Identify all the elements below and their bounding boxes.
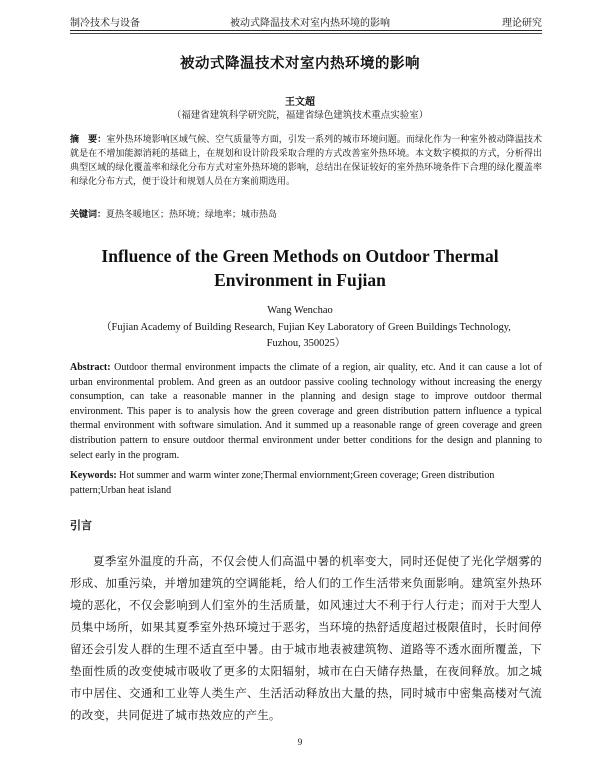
english-abstract — [70, 361, 542, 463]
header-journal-name: 制冷技术与设备 — [70, 18, 140, 29]
english-title-line2: Environment in Fujian — [214, 270, 386, 290]
english-keywords — [70, 468, 542, 498]
english-author: Wang Wenchao — [267, 305, 333, 316]
page-number: 9 — [297, 737, 303, 747]
chinese-abstract-text: 室外热环境影响区域气候、空气质量等方面，引发一系列的城市环境问题。而绿化作为一种室外被动降温技术就是在不增加能源消耗的基础上，在规划和设计阶段采取合理的方式改善室外热环境。本文数字模拟的方式，分析得出典型区域的绿化覆盖率和绿化分布方式对室外热环境的影响，总结出在保证较好的室外热环境条件下合理的绿化覆盖率和绿化分布方式，便于设计和规划人员在方案前期选用。 — [70, 135, 542, 187]
section-heading-introduction: 引言 — [70, 519, 92, 532]
header-article-title: 被动式降温技术对室内热环境的影响 — [230, 18, 390, 29]
english-keywords-label: Keywords: — [70, 470, 117, 481]
english-affiliation — [70, 320, 542, 352]
english-title — [0, 244, 600, 292]
chinese-keywords — [70, 208, 542, 222]
english-abstract-label: Abstract: — [70, 362, 111, 373]
header-rule-thin — [70, 33, 542, 34]
english-abstract-text: Outdoor thermal environment impacts the climate of a region, air quality, etc. And it can cause a lot of urban environmental problem. And green as an outdoor passive cooling technology without increasing the energy consumption, can take a reasonable manner in the planning and design stage to improve outdoor thermal environment. This paper is to analysis how the green coverage and green distribution pattern influence a typical thermal environment with software simulation. And it summed up a reasonable range of green coverage and green distribution pattern to ensure outdoor thermal environment under better conditions for the design and planning to select early in the program. — [70, 362, 542, 461]
chinese-affiliation: （福建省建筑科学研究院，福建省绿色建筑技术重点实验室） — [171, 110, 429, 121]
english-title-line1: Influence of the Green Methods on Outdoor Thermal — [101, 246, 499, 266]
english-affiliation-line2: Fuzhou, 350025） — [266, 338, 346, 349]
body-paragraph: 夏季室外温度的升高，不仅会使人们高温中暑的机率变大，同时还促使了光化学烟雾的形成、加重污染，并增加建筑的空调能耗，给人们的工作生活带来负面影响。建筑室外热环境的恶化，不仅会影响到人们室外的生活质量，如风速过大不利于行人行走；而对于大型人员集中场所，如果其夏季室外热环境过于恶劣，当环境的热舒适度超过极限值时，长时间停留还会引发人群的生理不适直至中暑。由于城市地表被建筑物、道路等不透水面所覆盖，下垫面性质的改变使城市吸收了更多的太阳辐射，城市在白天储存热量，在夜间释放。加之城市中居住、交通和工业等人类生产、生活活动释放出大量的热，同时城市中密集高楼对气流的改变，共同促进了城市热效应的产生。 — [70, 554, 542, 722]
chinese-author: 王文超 — [285, 97, 315, 108]
header-rule — [70, 30, 542, 31]
chinese-abstract-label: 摘 要： — [70, 135, 107, 145]
chinese-keywords-label: 关键词： — [70, 210, 107, 220]
chinese-title: 被动式降温技术对室内热环境的影响 — [180, 55, 420, 72]
header-section: 理论研究 — [502, 18, 542, 29]
english-affiliation-line1: （Fujian Academy of Building Research, Fujian Key Laboratory of Green Buildings Technology, — [101, 322, 511, 333]
chinese-keywords-text: 夏热冬暖地区；热环境；绿地率；城市热岛 — [106, 210, 278, 220]
chinese-abstract — [70, 133, 542, 189]
english-keywords-text: Hot summer and warm winter zone;Thermal enviornment;Green coverage; Green distribution pattern;Urban heat island — [70, 470, 495, 496]
